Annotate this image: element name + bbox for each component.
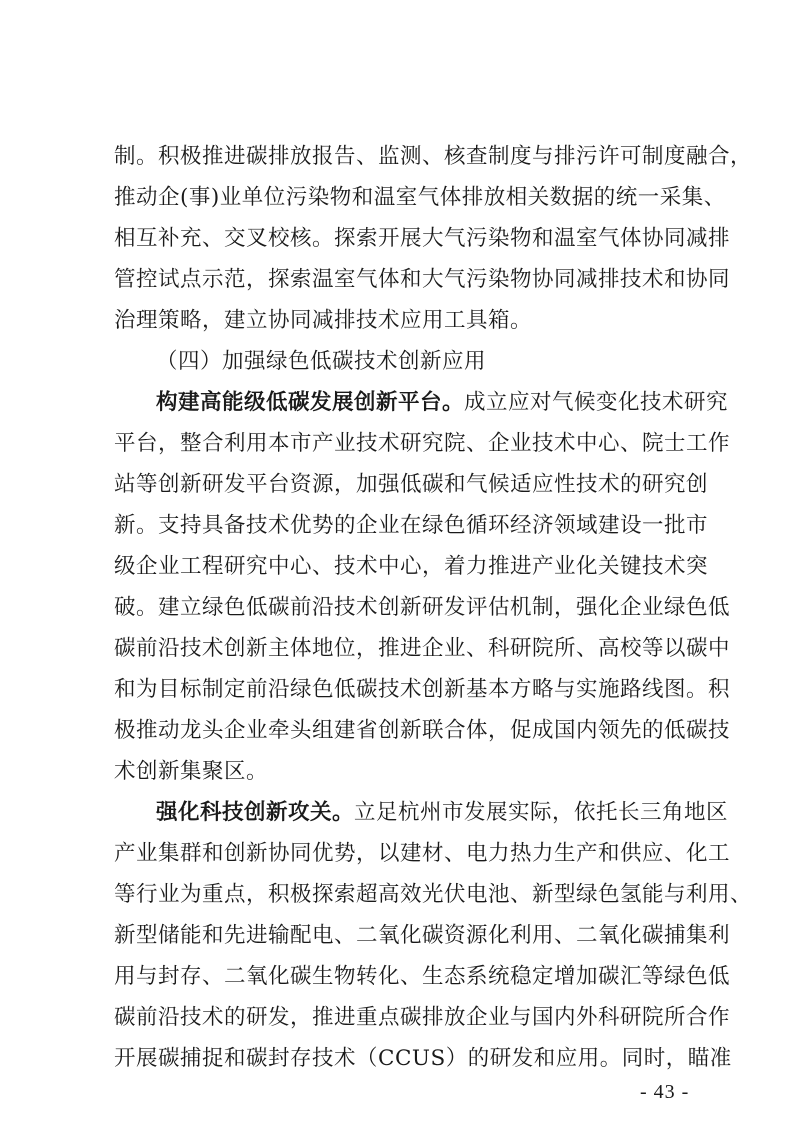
paragraph-line: 新型储能和先进输配电、二氧化碳资源化利用、二氧化碳捕集利 bbox=[114, 923, 731, 948]
paragraph-line: 级企业工程研究中心、技术中心，着力推进产业化关键技术突 bbox=[114, 554, 709, 579]
page-number: - 43 - bbox=[640, 1081, 690, 1103]
paragraph-line: 开展碳捕捉和碳封存技术（CCUS）的研发和应用。同时，瞄准 bbox=[114, 1046, 732, 1071]
section-heading: （四）加强绿色低碳技术创新应用 bbox=[156, 349, 487, 374]
paragraph-text: 立足杭州市发展实际，依托长三角地区 bbox=[354, 800, 729, 825]
paragraph-line: 推动企(事)业单位污染物和温室气体排放相关数据的统一采集、 bbox=[114, 185, 726, 210]
paragraph-line: 治理策略，建立协同减排技术应用工具箱。 bbox=[114, 308, 533, 333]
paragraph-lead-title: 强化科技创新攻关。 bbox=[156, 800, 355, 825]
paragraph-line: 管控试点示范，探索温室气体和大气污染物协同减排技术和协同 bbox=[114, 267, 731, 292]
paragraph-line: 用与封存、二氧化碳生物转化、生态系统稳定增加碳汇等绿色低 bbox=[114, 964, 731, 989]
paragraph-line: 产业集群和创新协同优势，以建材、电力热力生产和供应、化工 bbox=[114, 841, 731, 866]
paragraph-line: 术创新集聚区。 bbox=[114, 759, 269, 784]
paragraph-line: 碳前沿技术创新主体地位，推进企业、科研院所、高校等以碳中 bbox=[114, 636, 731, 661]
paragraph-line: 和为目标制定前沿绿色低碳技术创新基本方略与实施路线图。积 bbox=[114, 677, 731, 702]
paragraph-line: 制。积极推进碳排放报告、监测、核查制度与排污许可制度融合， bbox=[114, 144, 753, 169]
paragraph-first-line bbox=[156, 383, 729, 423]
paragraph-line: 站等创新研发平台资源，加强低碳和气候适应性技术的研究创 bbox=[114, 472, 709, 497]
paragraph-line: 等行业为重点，积极探索超高效光伏电池、新型绿色氢能与利用、 bbox=[114, 882, 753, 907]
paragraph-line: 碳前沿技术的研发，推进重点碳排放企业与国内外科研院所合作 bbox=[114, 1005, 731, 1030]
paragraph-line: 相互补充、交叉校核。探索开展大气污染物和温室气体协同减排 bbox=[114, 226, 731, 251]
paragraph-line: 新。支持具备技术优势的企业在绿色循环经济领域建设一批市 bbox=[114, 513, 709, 538]
paragraph-first-line bbox=[156, 793, 729, 833]
paragraph-lead-title: 构建高能级低碳发展创新平台。 bbox=[156, 390, 465, 415]
paragraph-line: 破。建立绿色低碳前沿技术创新研发评估机制，强化企业绿色低 bbox=[114, 595, 731, 620]
paragraph-line: 平台，整合利用本市产业技术研究院、企业技术中心、院士工作 bbox=[114, 431, 731, 456]
paragraph-text: 成立应对气候变化技术研究 bbox=[464, 390, 729, 415]
paragraph-line: 极推动龙头企业牵头组建省创新联合体，促成国内领先的低碳技 bbox=[114, 718, 731, 743]
